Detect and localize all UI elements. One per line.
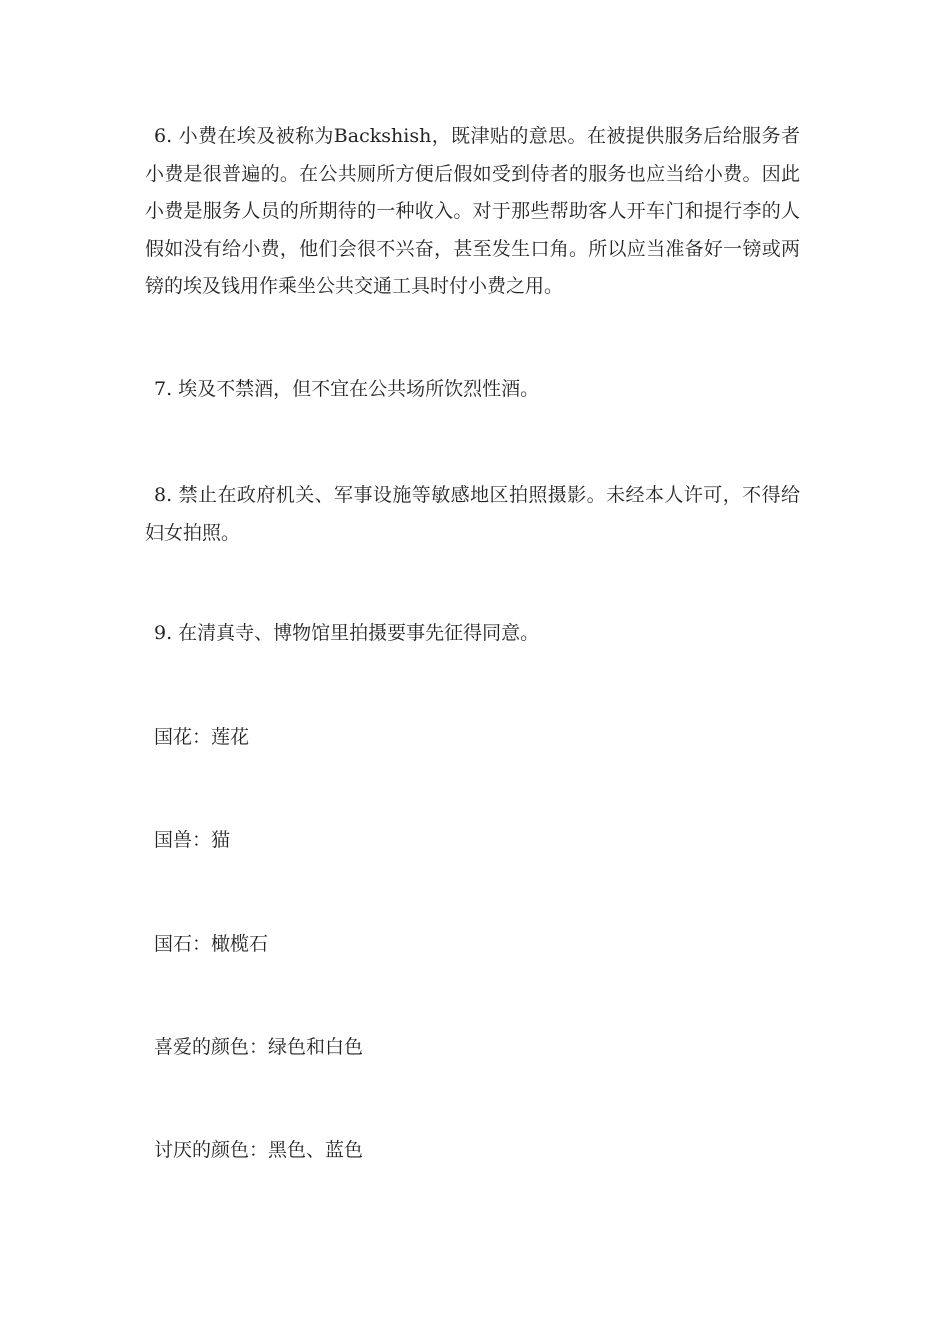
paragraph-photography: 8. 禁止在政府机关、军事设施等敏感地区拍照摄影。未经本人许可，不得给妇女拍照。	[145, 484, 800, 544]
paragraph-alcohol: 7. 埃及不禁酒，但不宜在公共场所饮烈性酒。	[154, 378, 540, 400]
fact-favorite-colors: 喜爱的颜色：绿色和白色	[154, 1036, 364, 1058]
fact-national-animal: 国兽：猫	[154, 829, 231, 851]
fact-disliked-colors: 讨厌的颜色：黑色、蓝色	[154, 1139, 364, 1161]
fact-national-flower: 国花：莲花	[154, 726, 250, 748]
paragraph-tipping: 6. 小费在埃及被称为Backshish，既津贴的意思。在被提供服务后给服务者小费是很普遍的。在公共厕所方便后假如受到侍者的服务也应当给小费。因此小费是服务人员的所期待的一种收入。对于那些帮助客人开车门和提行李的人假如没有给小费，他们会很不兴奋，甚至发生口角。所以应当准备好一镑或两镑的埃及钱用作乘坐公共交通工具时付小费之用。	[145, 125, 800, 297]
paragraph-mosque: 9. 在清真寺、博物馆里拍摄要事先征得同意。	[154, 622, 540, 644]
fact-national-stone: 国石：橄榄石	[154, 933, 269, 955]
